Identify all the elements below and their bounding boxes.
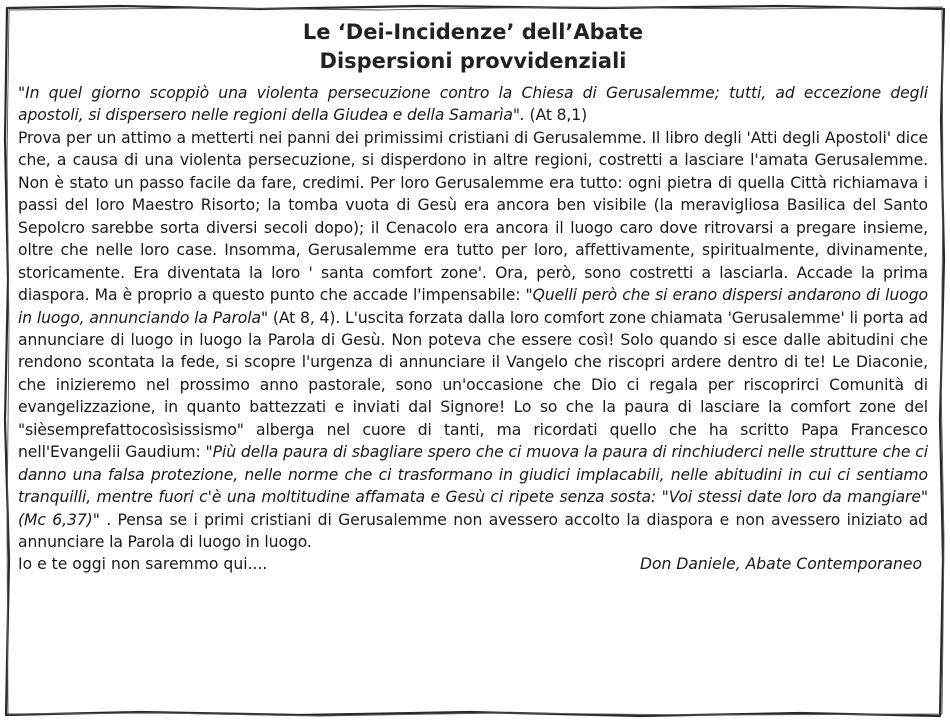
closing-row [18, 553, 928, 575]
article-subtitle: Dispersioni provvidenziali [319, 49, 627, 73]
body-text-3: . Pensa se i primi cristiani di Gerusalemme non avessero accolto la diaspora e non avessero iniziato ad annunciare la Parola di luogo in luogo. [18, 510, 928, 552]
body-text-2: (At 8, 4). L'uscita forzata dalla loro comfort zone chiamata 'Gerusalemme' li porta ad annunciare di luogo in luogo la Parola di Gesù. Non poteva che essere così! Solo quando si esce dalle abitudini che rendono scontata la fede, si scopre l'urgenza di annunciare il Vangelo che riscopri ardere dentro di te! Le Diaconie, che inizieremo nel prossimo anno pastorale, sono un'occasione che Dio ci regala per riscoprirci Comunità di evangelizzazione, in quanto battezzati e inviati dal Signore! Lo so che la paura di lasciare la comfort zone del "sièsemprefattocosìsissismo" alberga nel cuore di tanti, ma ricordati quello che ha scritto Papa Francesco nell'Evangelii Gaudium: [18, 308, 928, 462]
opening-reference: (At 8,1) [524, 106, 588, 125]
body-text-1: Prova per un attimo a metterti nei panni dei primissimi cristiani di Gerusalemme. Il libro degli 'Atti degli Apostoli' dice che, a causa di una violenta persecuzione, si disperdono in altre regioni, costretti a lasciare l'amata Gerusalemme. Non è stato un passo facile da fare, credimi. Per loro Gerusalemme era tutto: ogni pietra di quella Città richiamava i passi del loro Maestro Risorto; la tomba vuota di Gesù era ancora ben visibile (la meravigliosa Basilica del Santo Sepolcro sarebbe sorta diversi secoli dopo); il Cenacolo era ancora il luogo caro dove ritrovarsi a pregare insieme, oltre che nelle loro case. Insomma, Gerusalemme era tutto per loro, affettivamente, spiritualmente, divinamente, storicamente. Era diventata la loro ' santa comfort zone'. Ora, però, sono costretti a lasciarla. Accade la prima diaspora. Ma è proprio a questo punto che accade l'impensabile: [18, 128, 928, 305]
author-signature: Don Daniele, Abate Contemporaneo [639, 554, 922, 573]
evangelii-gaudium-quote: "Più della paura di sbagliare spero che ci muova la paura di rinchiuderci nelle strutture che ci danno una falsa protezione, nelle norme che ci trasformano in giudici implacabili, nelle abitudini in cui ci sentiamo tranquilli, mentre fuori c'è una moltitudine affamata e Gesù ci ripete senza sosta: "Voi stessi date loro da mangiare" (Mc 6,37)" [18, 443, 928, 529]
opening-quote: "In quel giorno scoppiò una violenta persecuzione contro la Chiesa di Gerusalemme; tutti, ad eccezione degli apostoli, si dispersero nelle regioni della Giudea e della Samarìa". [18, 84, 928, 125]
article-body [18, 82, 928, 554]
acts-quote: "Quelli però che si erano dispersi andarono di luogo in luogo, annunciando la Parola" [18, 286, 928, 327]
article [18, 18, 928, 575]
closing-line: Io e te oggi non saremmo qui.... [18, 554, 268, 573]
article-title: Le ‘Dei-Incidenze’ dell’Abate [302, 20, 644, 44]
